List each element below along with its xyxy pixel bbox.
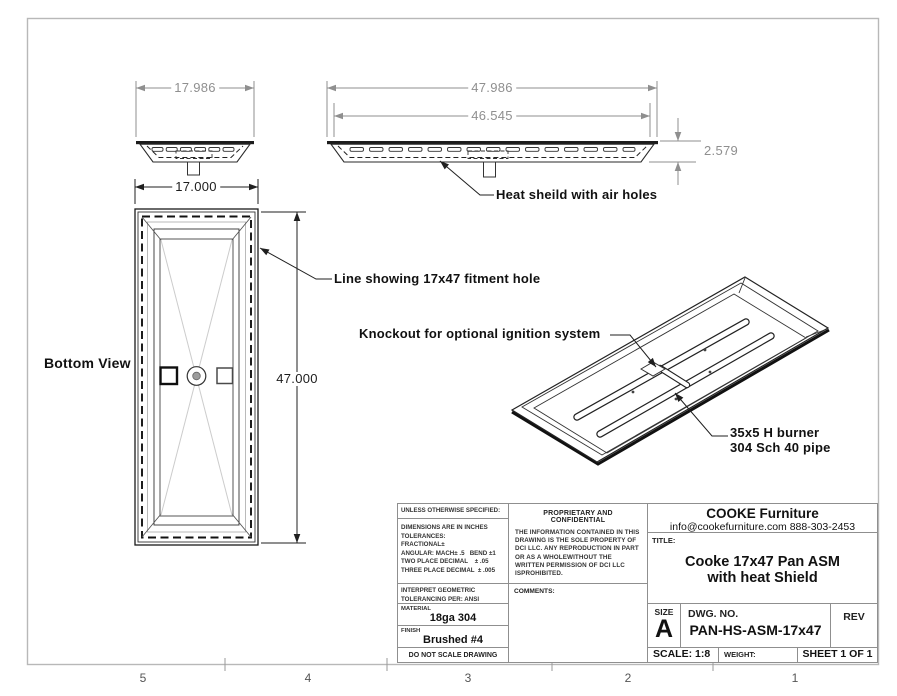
fitment-leader [260, 248, 332, 279]
material-label: MATERIAL [401, 606, 431, 612]
rev-label: REV [843, 611, 865, 623]
tolerance-line: TWO PLACE DECIMAL ± .05 [401, 558, 489, 566]
dim-bottom-width: 17.000 [172, 180, 220, 194]
zone-number: 3 [464, 671, 472, 685]
burner-label-line1: 35x5 H burner [730, 425, 820, 440]
zone-number: 2 [624, 671, 632, 685]
size-value: A [654, 615, 674, 643]
tolerance-line: THREE PLACE DECIMAL ± .005 [401, 566, 496, 574]
finish-label: FINISH [401, 628, 421, 634]
finish-value: Brushed #4 [423, 634, 483, 646]
knockout-square-right [217, 368, 233, 384]
zone-number: 4 [304, 671, 312, 685]
top-dimensions [136, 81, 701, 185]
zone-number: 1 [791, 671, 799, 685]
title-block [397, 503, 878, 663]
company-name: COOKE Furniture [706, 506, 819, 521]
unless-otherwise-label: UNLESS OTHERWISE SPECIFIED: [401, 507, 501, 514]
comments-label: COMMENTS: [514, 588, 555, 595]
dim-flange-width-short: 17.986 [171, 81, 219, 95]
bottom-view-caption: Bottom View [44, 355, 131, 371]
dwg-number: PAN-HS-ASM-17x47 [689, 622, 822, 638]
tolerance-line: DIMENSIONS ARE IN INCHES [401, 524, 488, 531]
drawing-title-line2: with heat Shield [707, 570, 818, 586]
long-side-view [327, 141, 658, 177]
short-side-view [136, 141, 254, 175]
knockout-square-left [161, 368, 178, 385]
sheet-text: SHEET 1 OF 1 [802, 648, 873, 660]
dwg-no-label: DWG. NO. [688, 608, 739, 620]
weight-label: WEIGHT: [724, 650, 756, 659]
dim-bottom-height: 47.000 [273, 372, 321, 386]
tolerance-line: ANGULAR: MACH± .5 BEND ±1 [401, 549, 496, 557]
burner-label-line2: 304 Sch 40 pipe [730, 440, 831, 455]
drawing-title-line1: Cooke 17x47 Pan ASM [685, 554, 840, 570]
proprietary-title: PROPRIETARY AND CONFIDENTIAL [543, 510, 613, 524]
do-not-scale-label: DO NOT SCALE DRAWING [408, 652, 498, 659]
proprietary-body: THE INFORMATION CONTAINED IN THIS DRAWING IS THE SOLE PROPERTY OF DCI LLC. ANY REPRODUCTION IN PART OR AS A WHOLEWITHOUT THE WRITTEN PERMISSION OF DCI LLC ISPROHIBITED. [515, 529, 640, 578]
dim-pan-height: 2.579 [701, 144, 741, 158]
company-contact: info@cookefurniture.com 888-303-2453 [669, 521, 856, 533]
scale-text: SCALE: 1:8 [653, 648, 711, 660]
tolerance-line: FRACTIONAL± [401, 541, 445, 549]
title-label: TITLE: [652, 536, 676, 545]
interpret-line: TOLERANCING PER: ANSI [401, 595, 480, 603]
interpret-line: INTERPRET GEOMETRIC [401, 587, 476, 594]
heat-shield-label: Heat sheild with air holes [496, 187, 658, 202]
bottom-view [135, 209, 258, 545]
tolerance-line: TOLERANCES: [401, 532, 446, 540]
ignition-knockout-label: Knockout for optional ignition system [359, 326, 601, 341]
material-value: 18ga 304 [429, 612, 477, 624]
zone-number: 5 [139, 671, 147, 685]
size-label: SIZE [654, 607, 674, 617]
dim-flange-width-long: 47.986 [468, 81, 516, 95]
dim-shield-width: 46.545 [468, 109, 516, 123]
fitment-hole-label: Line showing 17x47 fitment hole [334, 271, 541, 286]
